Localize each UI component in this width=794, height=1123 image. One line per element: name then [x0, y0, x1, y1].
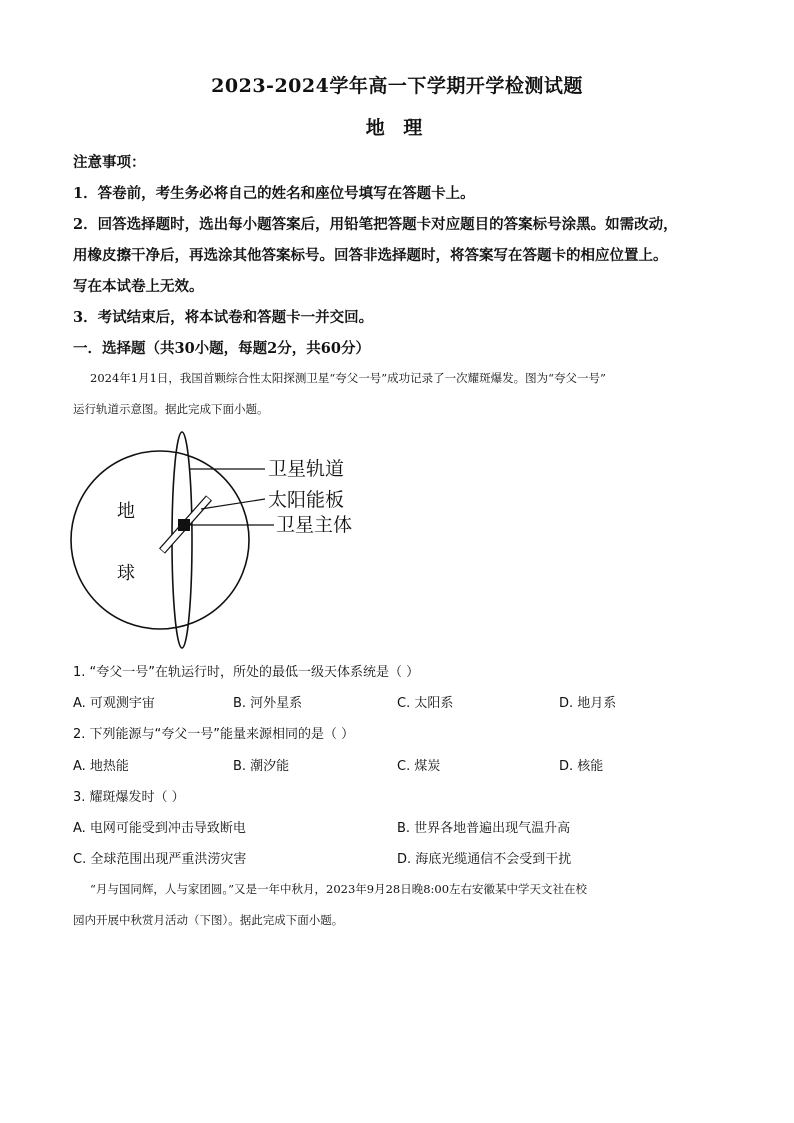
label-orbit: 卫星轨道 [268, 458, 345, 480]
notice-item-1: 1．答卷前，考生务必将自己的姓名和座位号填写在答题卡上。 [73, 185, 475, 202]
q1-option-a: A. 可观测宇宙 [73, 696, 155, 711]
notice-item-2: 2．回答选择题时，选出每小题答案后，用铅笔把答题卡对应题目的答案标号涂黑。如需改动， [73, 216, 678, 233]
question-1-stem: 1. “夸父一号”在轨运行时，所处的最低一级天体系统是（ ） [73, 665, 420, 680]
intro1-line1: 2024年1月1日，我国首颗综合性太阳探测卫星“夸父一号”成功记录了一次耀斑爆发。图为“夸父一号” [90, 371, 606, 385]
q1-option-d: D. 地月系 [559, 696, 617, 711]
q3-option-b: B. 世界各地普遍出现气温升高 [397, 821, 571, 836]
intro2-line1: “月与国同辉，人与家团圆。”又是一年中秋月，2023年9月28日晚8:00左右安徽某中学天文社在校 [90, 882, 588, 896]
q3-option-c: C. 全球范围出现严重洪涝灾害 [73, 852, 247, 867]
satellite-body [178, 519, 190, 531]
notice-item-2-cont: 用橡皮擦干净后，再选涂其他答案标号。回答非选择题时，将答案写在答题卡的相应位置上。 [73, 247, 668, 264]
q2-option-c: C. 煤炭 [397, 759, 441, 774]
q2-option-d: D. 核能 [559, 759, 604, 774]
notice-heading: 注意事项： [73, 154, 146, 171]
q2-option-b: B. 潮汐能 [233, 759, 290, 774]
label-satellite-body: 卫星主体 [276, 514, 353, 536]
q1-option-b: B. 河外星系 [233, 696, 303, 711]
notice-item-3: 3．考试结束后，将本试卷和答题卡一并交回。 [73, 309, 374, 326]
q2-option-a: A. 地热能 [73, 759, 129, 774]
question-3-stem: 3. 耀斑爆发时（ ） [73, 790, 185, 805]
label-solar-panel: 太阳能板 [268, 489, 345, 511]
intro1-line2: 运行轨道示意图。据此完成下面小题。 [73, 402, 269, 416]
intro2-line2: 园内开展中秋赏月活动（下图）。据此完成下面小题。 [73, 913, 344, 927]
exam-title: 2023-2024学年高一下学期开学检测试题 [211, 75, 583, 97]
orbit-diagram [60, 425, 380, 660]
q3-option-d: D. 海底光缆通信不会受到干扰 [397, 852, 572, 867]
question-2-stem: 2. 下列能源与“夸父一号”能量来源相同的是（ ） [73, 727, 355, 742]
q3-option-a: A. 电网可能受到冲击导致断电 [73, 821, 246, 836]
earth-label-2: 球 [117, 563, 135, 584]
subject-title: 地 理 [365, 117, 429, 139]
earth-circle [71, 451, 249, 629]
earth-label-1: 地 [117, 501, 135, 522]
section-heading: 一．选择题（共30小题，每题2分，共60分） [73, 340, 370, 357]
notice-item-2-end: 写在本试卷上无效。 [73, 278, 204, 295]
q1-option-c: C. 太阳系 [397, 696, 454, 711]
